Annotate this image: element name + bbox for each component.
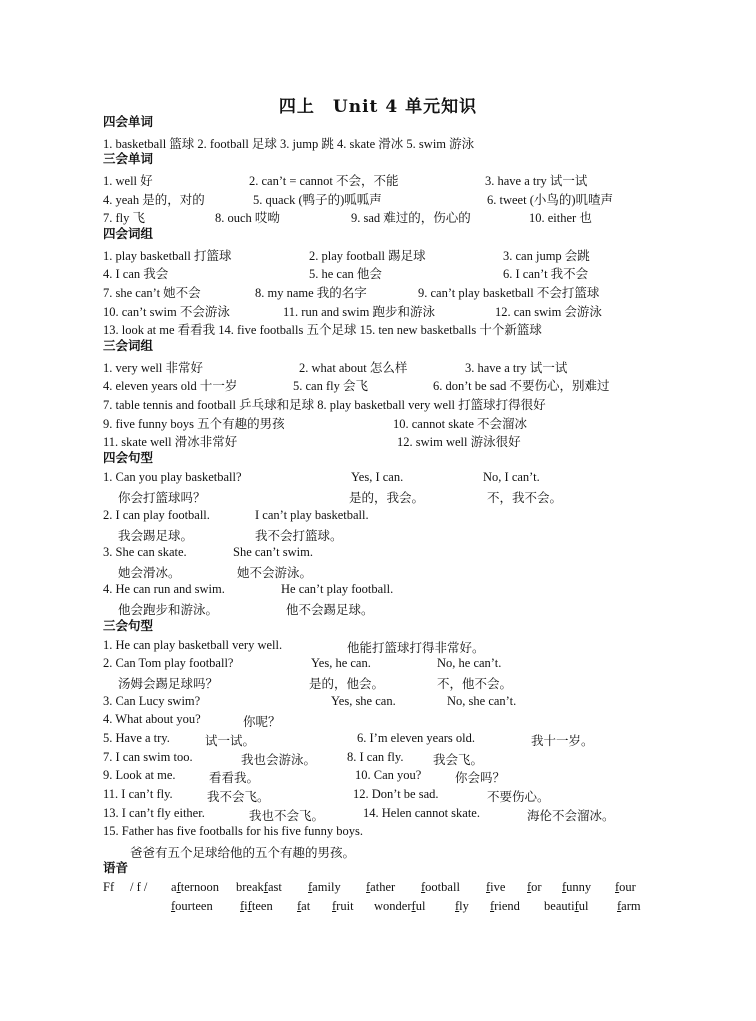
sentence-en: No, I can’t.	[483, 470, 540, 484]
phonics-word: fat	[297, 899, 311, 913]
sentence-cn: 他不会踢足球。	[286, 602, 374, 617]
sentence-cn: 你会打篮球吗？	[118, 490, 206, 505]
phrase-item: 1. very well 非常好	[103, 361, 203, 375]
phrase-item: 10. can’t swim 不会游泳	[103, 305, 230, 319]
sentence-cn: 我会飞。	[433, 752, 484, 767]
phrase-item: 3. have a try 试一试	[465, 361, 568, 375]
sentence-cn: 是的，他会。	[309, 676, 385, 691]
sentence-cn: 不，我不会。	[487, 490, 563, 505]
sentence-cn: 我会踢足球。	[118, 528, 194, 543]
phrase-item: 9. five funny boys 五个有趣的男孩	[103, 417, 285, 431]
word-item: 3. have a try 试一试	[485, 174, 588, 188]
phonics-word: fly	[455, 899, 469, 913]
section-heading-three-words: 三会单词	[103, 151, 154, 166]
sentence-en: She can’t swim.	[233, 545, 313, 559]
sentence-cn: 你会吗？	[455, 770, 506, 785]
phonics-word: beautiful	[544, 899, 589, 913]
sentence-en: 12. Don’t be sad.	[353, 787, 439, 801]
sentence-en: 7. I can swim too.	[103, 750, 193, 764]
sentence-cn: 不要伤心。	[487, 789, 550, 804]
phonics-word: fruit	[332, 899, 354, 913]
phrase-item: 6. don’t be sad 不要伤心，别难过	[433, 379, 610, 393]
section-heading-four-phrases: 四会词组	[103, 226, 154, 241]
phrase-item: 1. play basketball 打篮球	[103, 249, 232, 263]
phonics-word: fifteen	[240, 899, 273, 913]
phrase-item: 7. table tennis and football 乒乓球和足球 8. play basketball very well 打篮球打得很好	[103, 398, 546, 412]
sentence-cn: 汤姆会踢足球吗？	[118, 676, 219, 691]
phrase-item: 4. I can 我会	[103, 267, 169, 281]
sentence-en: 11. I can’t fly.	[103, 787, 173, 801]
phrase-item: 7. she can’t 她不会	[103, 286, 201, 300]
phonics-word: father	[366, 880, 396, 894]
phrase-item: 9. can’t play basketball 不会打篮球	[418, 286, 600, 300]
sentence-cn: 我也会游泳。	[241, 752, 317, 767]
sentence-cn: 他会跑步和游泳。	[118, 602, 219, 617]
phrase-item: 12. can swim 会游泳	[495, 305, 602, 319]
sentence-cn: 爸爸有五个足球给他的五个有趣的男孩。	[130, 845, 356, 860]
sentence-en: 3. She can skate.	[103, 545, 187, 559]
sentence-en: 5. Have a try.	[103, 731, 170, 745]
phonics-word: wonderful	[374, 899, 426, 913]
phrase-item: 11. skate well 滑冰非常好	[103, 435, 238, 449]
sentence-en: 4. What about you?	[103, 712, 201, 726]
phrase-item: 12. swim well 游泳很好	[397, 435, 521, 449]
phonics-word: friend	[490, 899, 520, 913]
phonics-word: for	[527, 880, 542, 894]
sentence-en: 6. I’m eleven years old.	[357, 731, 476, 745]
sentence-en: 15. Father has five footballs for his five funny boys.	[103, 824, 364, 838]
sentence-cn: 试一试。	[205, 733, 256, 748]
sentence-en: 1. Can you play basketball?	[103, 470, 242, 484]
sentence-cn: 我不会打篮球。	[255, 528, 343, 543]
phonics-letter: Ff	[103, 880, 115, 894]
word-item: 9. sad 难过的，伤心的	[351, 211, 471, 225]
sentence-en: 1. He can play basketball very well.	[103, 638, 283, 652]
sentence-cn: 看看我。	[209, 770, 260, 785]
sentence-en: Yes, he can.	[311, 656, 371, 670]
sentence-en: 2. Can Tom play football?	[103, 656, 234, 670]
sentence-cn: 海伦不会溜冰。	[527, 808, 615, 823]
phonics-word: football	[421, 880, 460, 894]
phrase-item: 11. run and swim 跑步和游泳	[283, 305, 435, 319]
section-heading-four-sentences: 四会句型	[103, 450, 154, 465]
phrase-item: 13. look at me 看看我 14. five footballs 五个足球 15. ten new basketballs 十个新篮球	[103, 323, 542, 337]
four-words-line: 1. basketball 篮球 2. football 足球 3. jump 跳 4. skate 滑冰 5. swim 游泳	[103, 137, 475, 151]
sentence-cn: 她会滑冰。	[118, 565, 181, 580]
phonics-word: five	[486, 880, 506, 894]
word-item: 5. quack (鸭子的)呱呱声	[253, 193, 382, 207]
sentence-en: 4. He can run and swim.	[103, 582, 225, 596]
phrase-item: 3. can jump 会跳	[503, 249, 590, 263]
sentence-en: 10. Can you?	[355, 768, 422, 782]
phonics-sound: / f /	[130, 880, 148, 894]
sentence-en: 3. Can Lucy swim?	[103, 694, 201, 708]
sentence-cn: 我十一岁。	[531, 733, 594, 748]
word-item: 6. tweet (小鸟的)叽喳声	[487, 193, 614, 207]
sentence-cn: 不，他不会。	[437, 676, 513, 691]
sentence-en: No, she can’t.	[447, 694, 517, 708]
sentence-en: He can’t play football.	[281, 582, 394, 596]
phrase-item: 5. he can 他会	[309, 267, 382, 281]
word-item: 10. either 也	[529, 211, 592, 225]
section-heading-three-sentences: 三会句型	[103, 618, 154, 633]
phonics-word: afternoon	[171, 880, 219, 894]
sentence-cn: 他能打篮球打得非常好。	[347, 640, 485, 655]
section-heading-phonics: 语音	[103, 860, 129, 875]
sentence-en: Yes, she can.	[331, 694, 396, 708]
phonics-word: family	[308, 880, 341, 894]
word-item: 2. can’t = cannot 不会，不能	[249, 174, 399, 188]
phrase-item: 4. eleven years old 十一岁	[103, 379, 238, 393]
phrase-item: 2. what about 怎么样	[299, 361, 408, 375]
sentence-cn: 我也不会飞。	[249, 808, 325, 823]
word-item: 8. ouch 哎呦	[215, 211, 280, 225]
sentence-cn: 你呢？	[243, 714, 281, 729]
sentence-cn: 她不会游泳。	[237, 565, 313, 580]
phrase-item: 2. play football 踢足球	[309, 249, 426, 263]
phrase-item: 10. cannot skate 不会溜冰	[393, 417, 528, 431]
sentence-en: 8. I can fly.	[347, 750, 404, 764]
page-title: 四上 Unit 4 单元知识	[278, 97, 478, 117]
phonics-word: farm	[617, 899, 641, 913]
sentence-en: 2. I can play football.	[103, 508, 210, 522]
phonics-word: fourteen	[171, 899, 213, 913]
sentence-en: Yes, I can.	[351, 470, 404, 484]
phrase-item: 5. can fly 会飞	[293, 379, 368, 393]
phonics-word: breakfast	[236, 880, 282, 894]
sentence-en: I can’t play basketball.	[255, 508, 369, 522]
sentence-cn: 我不会飞。	[207, 789, 270, 804]
phonics-word: funny	[562, 880, 592, 894]
section-heading-three-phrases: 三会词组	[103, 338, 154, 353]
sentence-en: No, he can’t.	[437, 656, 502, 670]
word-item: 4. yeah 是的，对的	[103, 193, 205, 207]
phonics-word: four	[615, 880, 636, 894]
sentence-en: 13. I can’t fly either.	[103, 806, 205, 820]
phrase-item: 8. my name 我的名字	[255, 286, 367, 300]
sentence-en: 14. Helen cannot skate.	[363, 806, 480, 820]
sentence-en: 9. Look at me.	[103, 768, 176, 782]
sentence-cn: 是的，我会。	[349, 490, 425, 505]
word-item: 1. well 好	[103, 174, 153, 188]
section-heading-four-words: 四会单词	[103, 114, 154, 129]
phrase-item: 6. I can’t 我不会	[503, 267, 589, 281]
word-item: 7. fly 飞	[103, 211, 146, 225]
